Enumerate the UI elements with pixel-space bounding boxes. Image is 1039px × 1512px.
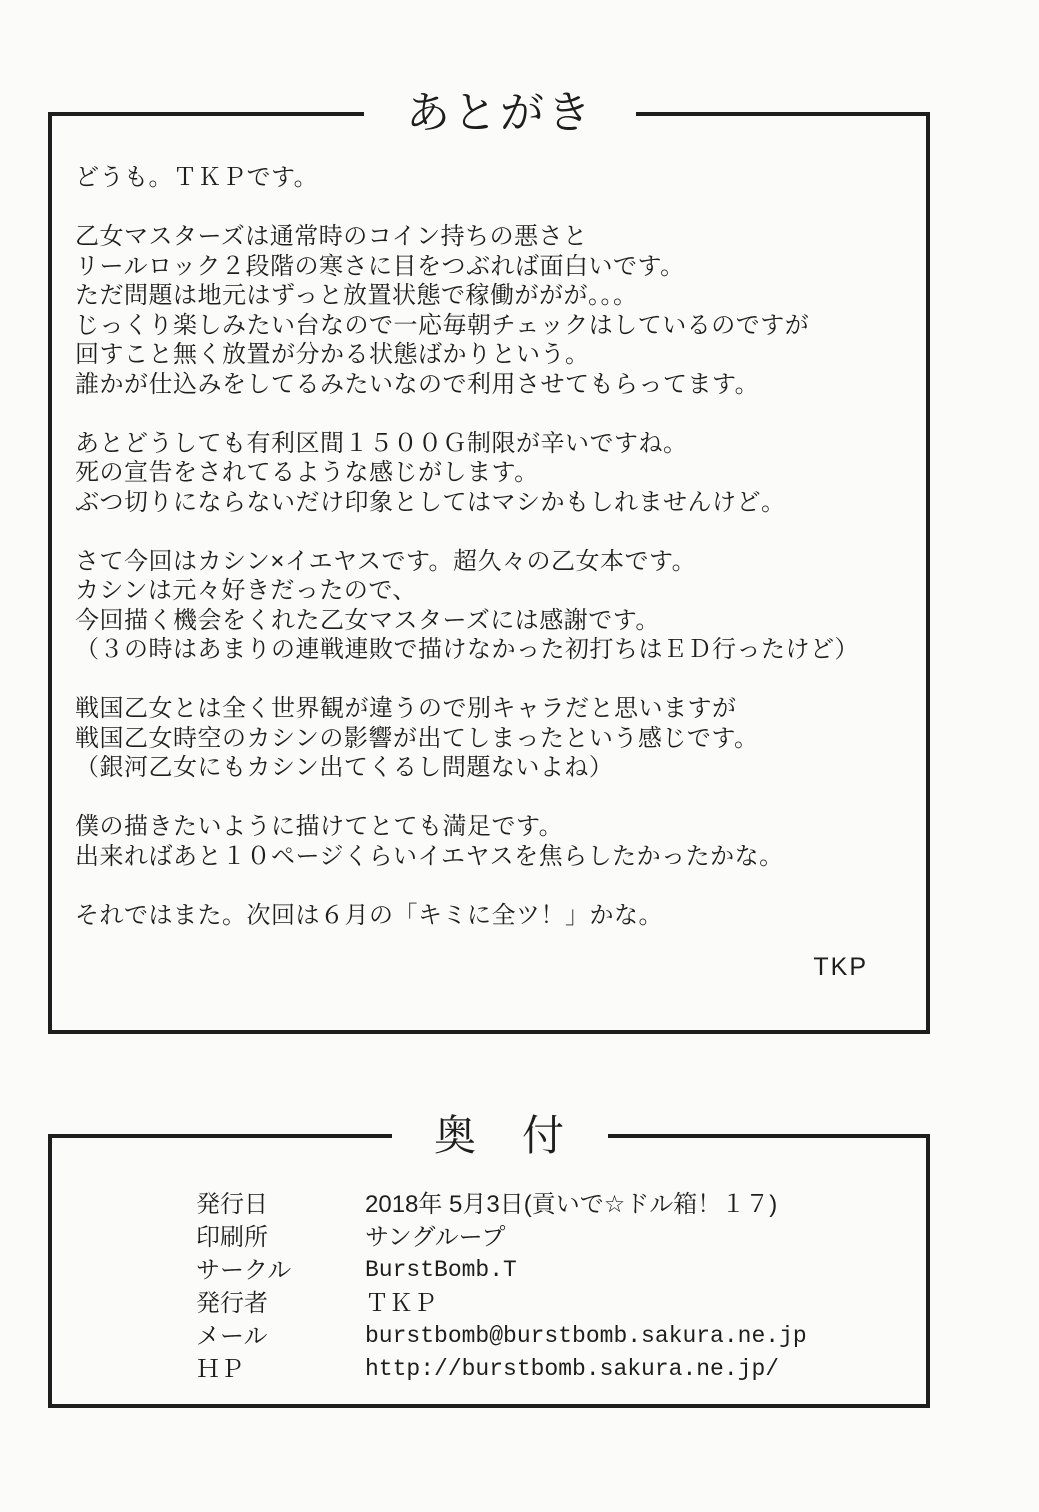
- afterword-line: （銀河乙女にもカシン出てくるし問題ないよね）: [75, 754, 614, 781]
- afterword-paragraph: [75, 812, 906, 871]
- afterword-paragraph: [75, 429, 906, 518]
- colophon-value: 2018年 5月3日(貢いで☆ドル箱！１７): [365, 1191, 778, 1218]
- afterword-line: （３の時はあまりの連戦連敗で描けなかった初打ちはＥＤ行ったけど）: [75, 636, 859, 663]
- colophon-row: [196, 1221, 926, 1254]
- afterword-paragraphs: [52, 116, 926, 930]
- colophon-value: http://burstbomb.sakura.ne.jp/: [365, 1356, 780, 1382]
- afterword-paragraph: [75, 547, 906, 665]
- colophon-row: [196, 1320, 926, 1353]
- afterword-paragraph: [75, 163, 906, 193]
- afterword-title: あとがき: [364, 89, 636, 140]
- colophon-label: 発行日: [196, 1191, 268, 1218]
- afterword-line: リールロック２段階の寒さに目をつぶれば面白いです。: [75, 252, 685, 280]
- afterword-line: カシンは元々好きだったので、: [75, 577, 417, 604]
- colophon-label: 印刷所: [196, 1224, 268, 1251]
- colophon-rows: [52, 1138, 926, 1386]
- afterword-line: ぶつ切りにならないだけ印象としてはマシかもしれませんけど。: [75, 488, 786, 516]
- afterword-line: じっくり楽しみたい台なので一応毎朝チェックはしているのですが: [75, 311, 810, 339]
- afterword-line: 回すこと無く放置が分かる状態ばかりという。: [75, 341, 590, 368]
- afterword-line: 戦国乙女とは全く世界観が違うので別キャラだと思いますが: [75, 695, 737, 722]
- colophon-row: [196, 1353, 926, 1386]
- afterword-line: あとどうしても有利区間１５００Ｇ制限が辛いですね。: [75, 429, 688, 457]
- colophon-row: [196, 1254, 926, 1287]
- colophon-label: ＨＰ: [196, 1356, 244, 1383]
- colophon-value: ＴＫＰ: [365, 1290, 437, 1317]
- colophon-value: burstbomb@burstbomb.sakura.ne.jp: [365, 1323, 807, 1349]
- afterword-line: 誰かが仕込みをしてるみたいなので利用させてもらってます。: [75, 370, 760, 398]
- afterword-section: [48, 88, 930, 1034]
- afterword-line: 今回描く機会をくれた乙女マスターズには感謝です。: [75, 606, 660, 634]
- afterword-paragraph: [75, 694, 906, 783]
- colophon-value: サングループ: [365, 1224, 506, 1251]
- afterword-paragraph: [75, 222, 906, 399]
- colophon-title: 奥 付: [392, 1112, 608, 1160]
- colophon-value: BurstBomb.T: [365, 1257, 517, 1283]
- afterword-line: さて今回はカシン×イエヤスです。超久々の乙女本です。: [75, 547, 697, 575]
- afterword-line: 出来ればあと１０ページくらいイエヤスを焦らしたかったかな。: [75, 842, 784, 870]
- afterword-signature: TKP: [813, 953, 868, 981]
- colophon-row: [196, 1287, 926, 1320]
- afterword-line: 乙女マスターズは通常時のコイン持ちの悪さと: [75, 223, 588, 250]
- afterword-paragraph: [75, 901, 906, 931]
- colophon-label: 発行者: [196, 1290, 268, 1317]
- afterword-line: 僕の描きたいように描けてとても満足です。: [75, 813, 564, 840]
- afterword-line: それではまた。次回は６月の「キミに全ツ！」かな。: [75, 901, 663, 929]
- afterword-line: 死の宣告をされてるような感じがします。: [75, 459, 539, 486]
- colophon-label: サークル: [196, 1257, 292, 1284]
- colophon-section: [48, 1111, 930, 1408]
- afterword-line: 戦国乙女時空のカシンの影響が出てしまったという感じです。: [75, 724, 759, 752]
- afterword-line: ただ問題は地元はずっと放置状態で稼働ががが。。。: [75, 282, 638, 309]
- afterword-line: どうも。ＴＫＰです。: [75, 164, 319, 191]
- colophon-row: [196, 1188, 926, 1221]
- colophon-label: メール: [196, 1323, 268, 1350]
